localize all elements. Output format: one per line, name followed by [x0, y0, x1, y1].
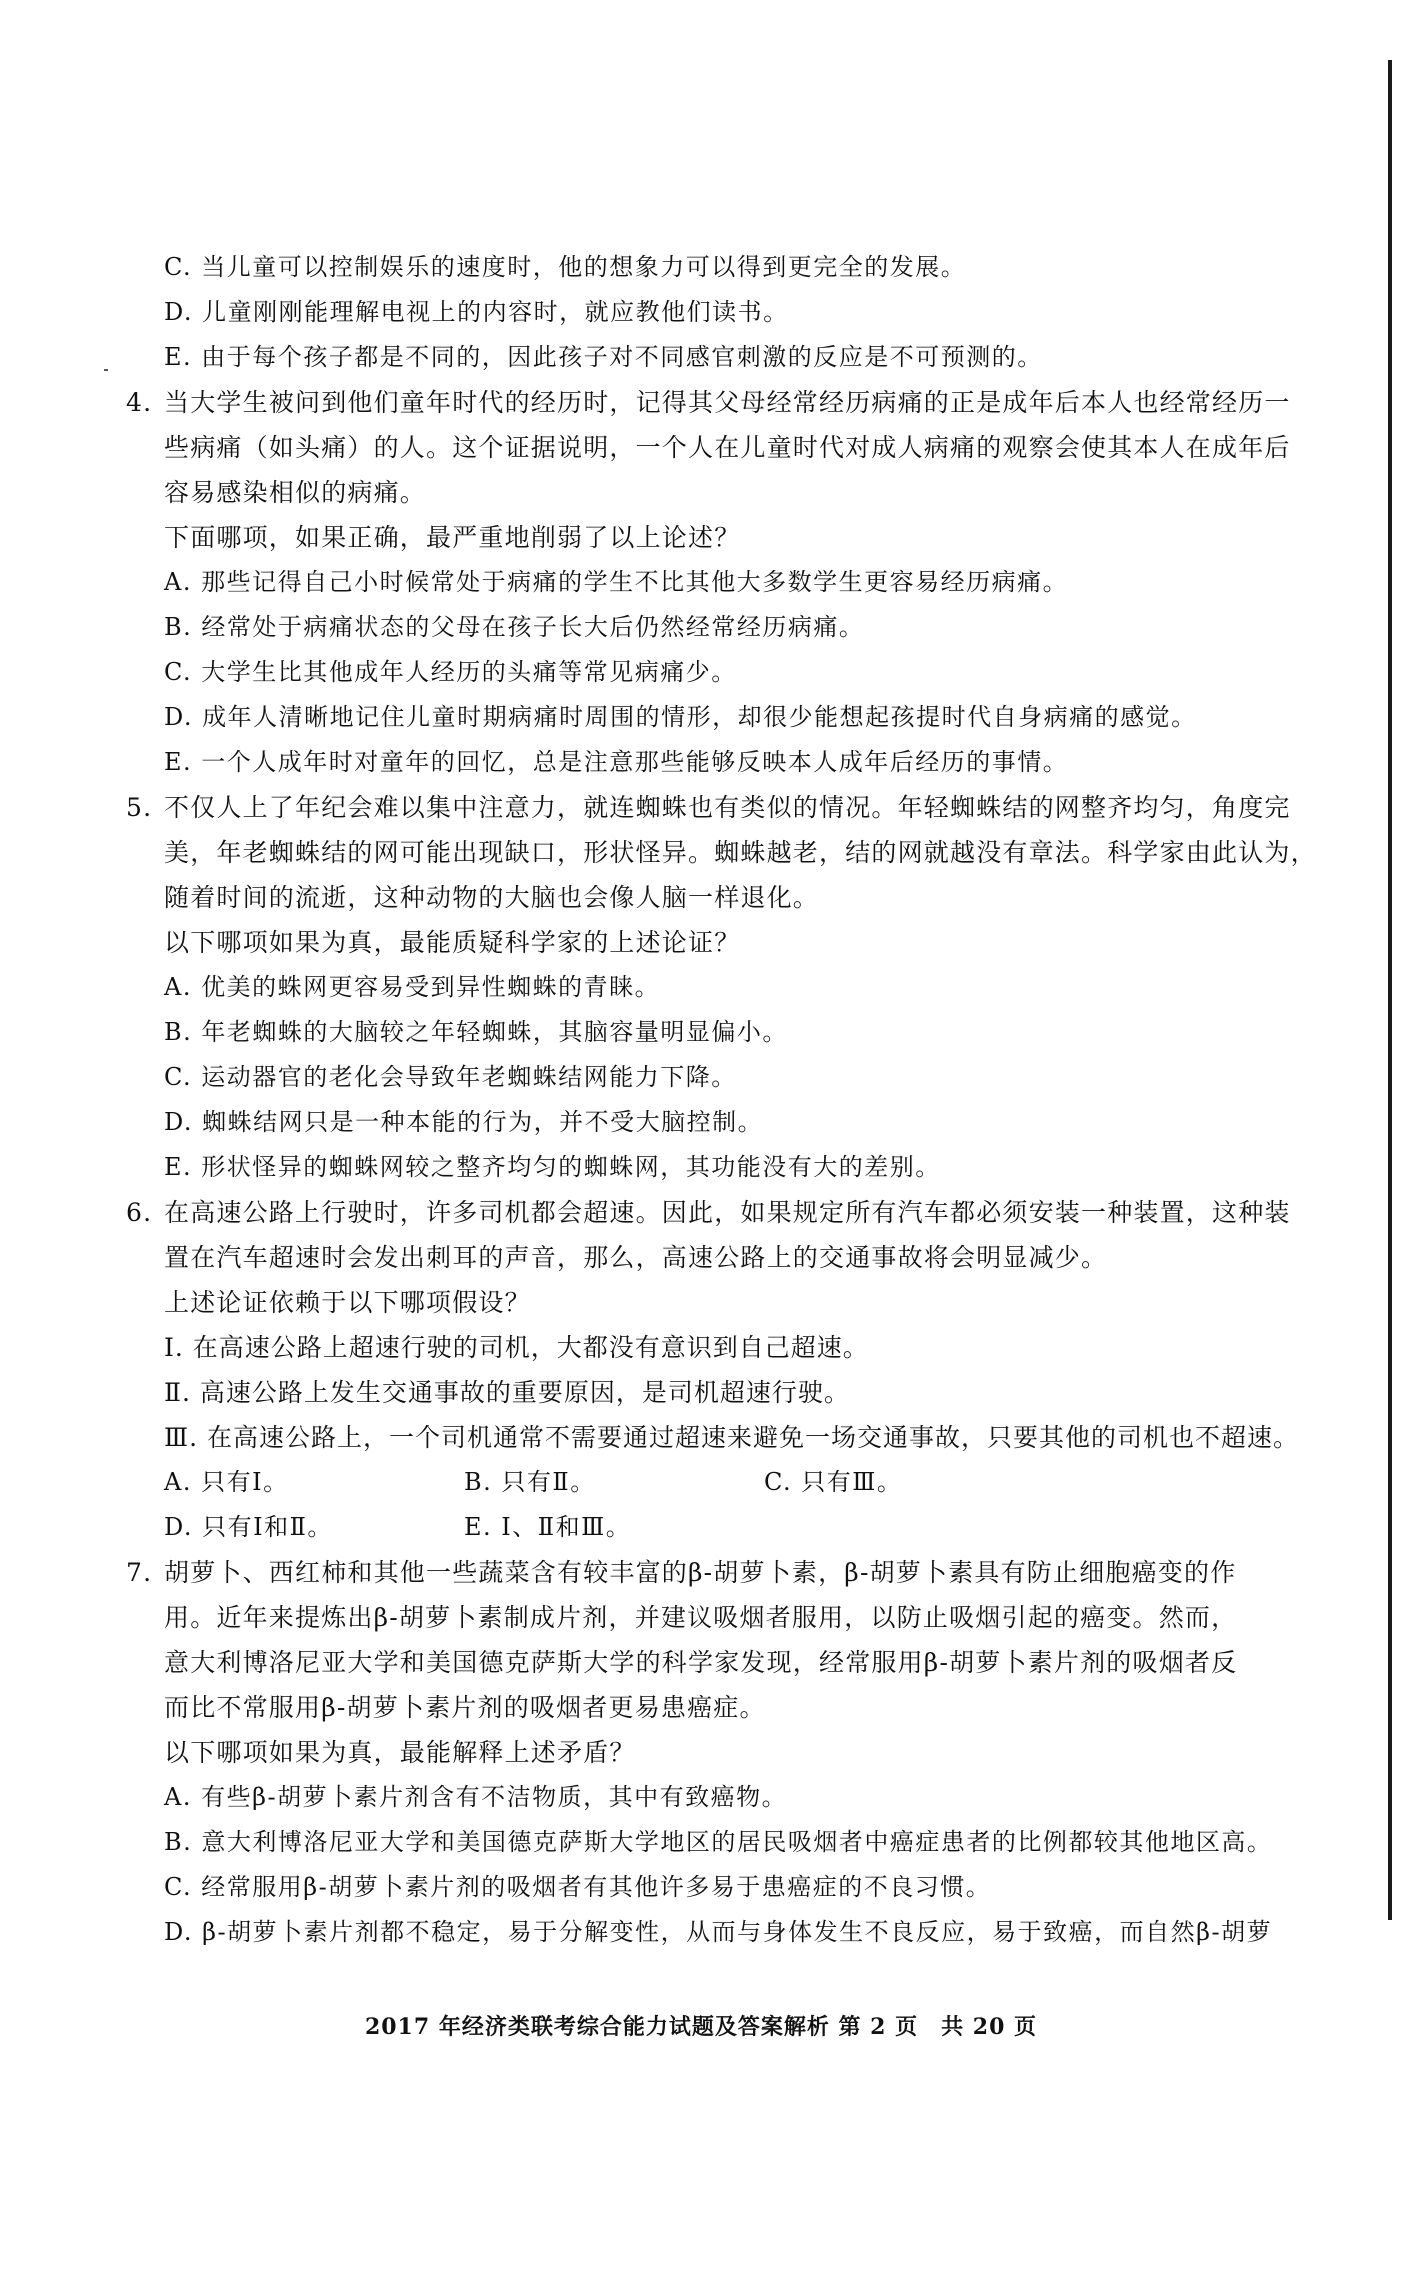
option-d: D. β-胡萝卜素片剂都不稳定，易于分解变性，从而与身体发生不良反应，易于致癌，而自然β-胡萝 — [164, 1918, 1273, 1946]
margin-mark — [104, 369, 108, 371]
option-d: D. 蜘蛛结网只是一种本能的行为，并不受大脑控制。 — [164, 1108, 764, 1136]
page-footer: 2017 年经济类联考综合能力试题及答案解析 第 2 页 共 20 页 — [364, 2014, 1038, 2040]
question-5 — [126, 785, 1317, 1190]
option-d: D. 只有Ⅰ和Ⅱ。 — [164, 1513, 333, 1541]
question-number: 4. — [126, 388, 153, 417]
question-4 — [126, 380, 1298, 785]
option-c: C. 经常服用β-胡萝卜素片剂的吸烟者有其他许多易于患癌症的不良习惯。 — [164, 1873, 992, 1901]
question-stem-line: 胡萝卜、西红柿和其他一些蔬菜含有较丰富的β-胡萝卜素，β-胡萝卜素具有防止细胞癌变的作 — [164, 1558, 1237, 1587]
option-e: E. 形状怪异的蜘蛛网较之整齐均匀的蜘蛛网，其功能没有大的差别。 — [164, 1153, 941, 1181]
statement-3: Ⅲ. 在高速公路上，一个司机通常不需要通过超速来避免一场交通事故，只要其他的司机也不超速。 — [164, 1423, 1300, 1452]
question-stem-line: 意大利博洛尼亚大学和美国德克萨斯大学的科学家发现，经常服用β-胡萝卜素片剂的吸烟者反 — [164, 1648, 1238, 1677]
question-stem-line: 当大学生被问到他们童年时代的经历时，记得其父母经常经历病痛的正是成年后本人也经常经历一 — [164, 388, 1291, 417]
option-e: E. 一个人成年时对童年的回忆，总是注意那些能够反映本人成年后经历的事情。 — [164, 748, 1069, 776]
option-a: A. 有些β-胡萝卜素片剂含有不洁物质，其中有致癌物。 — [164, 1783, 788, 1811]
question-stem-line: 容易感染相似的病痛。 — [164, 478, 427, 507]
option-b: B. 意大利博洛尼亚大学和美国德克萨斯大学地区的居民吸烟者中癌症患者的比例都较其他地区高。 — [164, 1828, 1273, 1856]
statement-1: Ⅰ. 在高速公路上超速行驶的司机，大都没有意识到自己超速。 — [164, 1333, 869, 1362]
question-stem-line: 用。近年来提炼出β-胡萝卜素制成片剂，并建议吸烟者服用，以防止吸烟引起的癌变。然而， — [164, 1603, 1238, 1632]
option-b: B. 经常处于病痛状态的父母在孩子长大后仍然经常经历病痛。 — [164, 613, 865, 641]
option-e: E. 由于每个孩子都是不同的，因此孩子对不同感官刺激的反应是不可预测的。 — [164, 343, 1043, 371]
question-prompt: 以下哪项如果为真，最能质疑科学家的上述论证？ — [164, 928, 741, 957]
question-prompt: 下面哪项，如果正确，最严重地削弱了以上论述？ — [164, 523, 741, 552]
option-e: E. Ⅰ、Ⅱ和Ⅲ。 — [464, 1513, 632, 1541]
question-stem-line: 些病痛（如头痛）的人。这个证据说明，一个人在儿童时代对成人病痛的观察会使其本人在成年后 — [164, 433, 1291, 462]
option-c: C. 运动器官的老化会导致年老蜘蛛结网能力下降。 — [164, 1063, 737, 1091]
options-grid — [126, 1460, 1298, 1550]
question-number: 6. — [126, 1198, 153, 1227]
page-content — [126, 245, 1317, 1955]
option-c: C. 只有Ⅲ。 — [764, 1468, 903, 1496]
question-stem-line: 不仅人上了年纪会难以集中注意力，就连蜘蛛也有类似的情况。年轻蜘蛛结的网整齐均匀，角度完 — [164, 793, 1291, 822]
option-c: C. 当儿童可以控制娱乐的速度时，他的想象力可以得到更完全的发展。 — [164, 253, 967, 281]
option-b: B. 年老蜘蛛的大脑较之年轻蜘蛛，其脑容量明显偏小。 — [164, 1018, 788, 1046]
page-edge-shadow — [1388, 60, 1392, 1920]
statement-2: Ⅱ. 高速公路上发生交通事故的重要原因，是司机超速行驶。 — [164, 1378, 850, 1407]
question-7 — [126, 1550, 1298, 1955]
option-d: D. 儿童刚刚能理解电视上的内容时，就应教他们读书。 — [164, 298, 789, 326]
question-6 — [126, 1190, 1298, 1550]
question-prompt: 以下哪项如果为真，最能解释上述矛盾？ — [164, 1738, 636, 1767]
option-c: C. 大学生比其他成年人经历的头痛等常见病痛少。 — [164, 658, 737, 686]
option-d: D. 成年人清晰地记住儿童时期病痛时周围的情形，却很少能想起孩提时代自身病痛的感觉。 — [164, 703, 1197, 731]
question-stem-line: 置在汽车超速时会发出刺耳的声音，那么，高速公路上的交通事故将会明显减少。 — [164, 1243, 1108, 1272]
option-a: A. 只有Ⅰ。 — [164, 1468, 289, 1496]
question-stem-line: 美，年老蜘蛛结的网可能出现缺口，形状怪异。蜘蛛越老，结的网就越没有章法。科学家由此认为， — [164, 838, 1317, 867]
question-number: 7. — [126, 1558, 153, 1587]
question-stem-line: 随着时间的流逝，这种动物的大脑也会像人脑一样退化。 — [164, 883, 820, 912]
prev-question-options — [126, 245, 1298, 380]
option-b: B. 只有Ⅱ。 — [464, 1468, 596, 1496]
question-stem-line: 在高速公路上行驶时，许多司机都会超速。因此，如果规定所有汽车都必须安装一种装置，这种装 — [164, 1198, 1291, 1227]
question-stem-line: 而比不常服用β-胡萝卜素片剂的吸烟者更易患癌症。 — [164, 1693, 766, 1722]
question-prompt: 上述论证依赖于以下哪项假设？ — [164, 1288, 531, 1317]
option-a: A. 优美的蛛网更容易受到异性蜘蛛的青睐。 — [164, 973, 661, 1001]
option-a: A. 那些记得自己小时候常处于病痛的学生不比其他大多数学生更容易经历病痛。 — [164, 568, 1069, 596]
question-number: 5. — [126, 793, 153, 822]
